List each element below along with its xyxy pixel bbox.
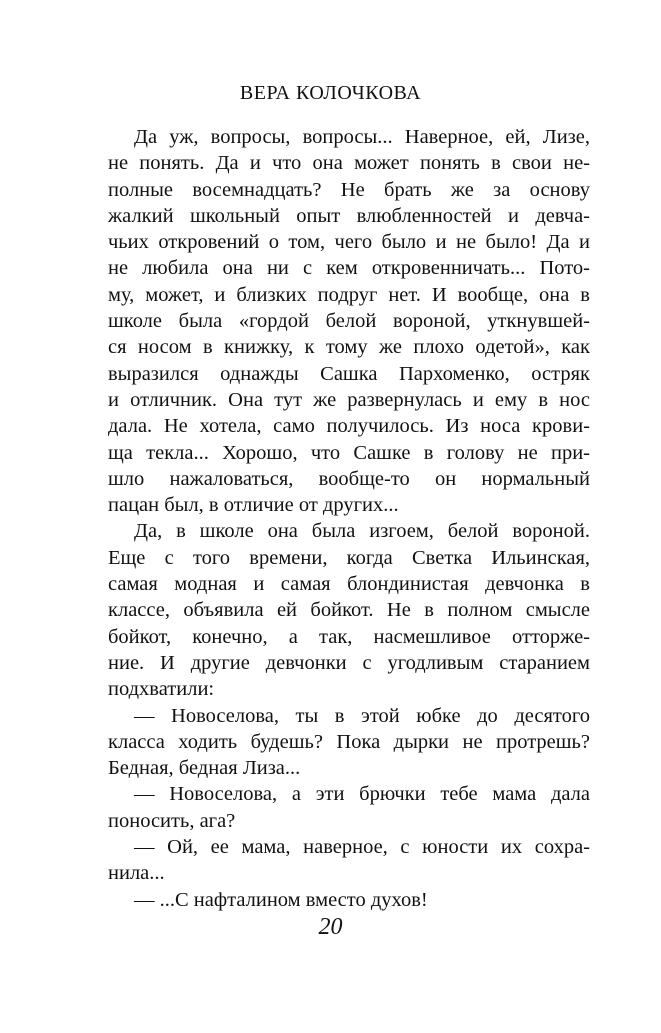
running-header: ВЕРА КОЛОЧКОВА xyxy=(239,82,422,104)
text-line: самая модная и самая блондинистая девчонка в xyxy=(108,573,590,596)
text-line: ся носом в книжку, к тому же плохо одетой», как xyxy=(108,336,590,359)
text-line: Бедная, бедная Лиза... xyxy=(108,757,301,780)
text-line: класса ходить будешь? Пока дырки не протрешь? xyxy=(108,730,590,753)
text-line: жалкий школьный опыт влюбленностей и девча- xyxy=(108,204,590,227)
text-line: Еще с того времени, когда Светка Ильинская, xyxy=(108,546,590,569)
text-line: му, может, и близких подруг нет. И вообще, она в xyxy=(108,283,590,306)
text-line: ща текла... Хорошо, что Сашке в голову не при- xyxy=(108,441,590,464)
text-line: не понять. Да и что она может понять в свои не- xyxy=(108,152,590,175)
text-line: шло нажаловаться, вообще-то он нормальный xyxy=(108,467,590,490)
body-text xyxy=(108,124,590,913)
text-line: пацан был, в отличие от других... xyxy=(108,494,399,517)
text-line: — Ой, ее мама, наверное, с юности их сохра- xyxy=(134,836,590,859)
text-line: нила... xyxy=(108,862,165,885)
text-line: школе была «гордой белой вороной, уткнувшей- xyxy=(108,310,590,333)
text-line: полные восемнадцать? Не брать же за основу xyxy=(108,178,590,201)
text-line: ние. И другие девчонки с угодливым старанием xyxy=(108,651,590,674)
text-line: подхватили: xyxy=(108,678,215,701)
text-line: — Новоселова, ты в этой юбке до десятого xyxy=(134,704,590,727)
text-line: классе, объявила ей бойкот. Не в полном смысле xyxy=(108,599,590,622)
text-line: Да уж, вопросы, вопросы... Наверное, ей, Лизе, xyxy=(134,126,590,148)
text-line: Да, в школе она была изгоем, белой вороной. xyxy=(134,520,590,543)
text-line: чьих откровений о том, чего было и не было! Да и xyxy=(108,231,590,254)
text-line: дала. Не хотела, само получилось. Из носа крови- xyxy=(108,415,590,438)
text-line: бойкот, конечно, а так, насмешливое отторже- xyxy=(108,625,590,648)
page-number: 20 xyxy=(318,914,343,940)
text-line: — Новоселова, а эти брючки тебе мама дала xyxy=(134,783,590,806)
text-line: и отличник. Она тут же развернулась и ему в нос xyxy=(108,388,590,411)
text-line: — ...С нафталином вместо духов! xyxy=(134,888,428,911)
text-line: поносить, ага? xyxy=(108,809,236,832)
text-line: выразился однажды Сашка Пархоменко, остряк xyxy=(108,362,590,385)
text-line: не любила она ни с кем откровенничать... Пото- xyxy=(108,257,590,280)
